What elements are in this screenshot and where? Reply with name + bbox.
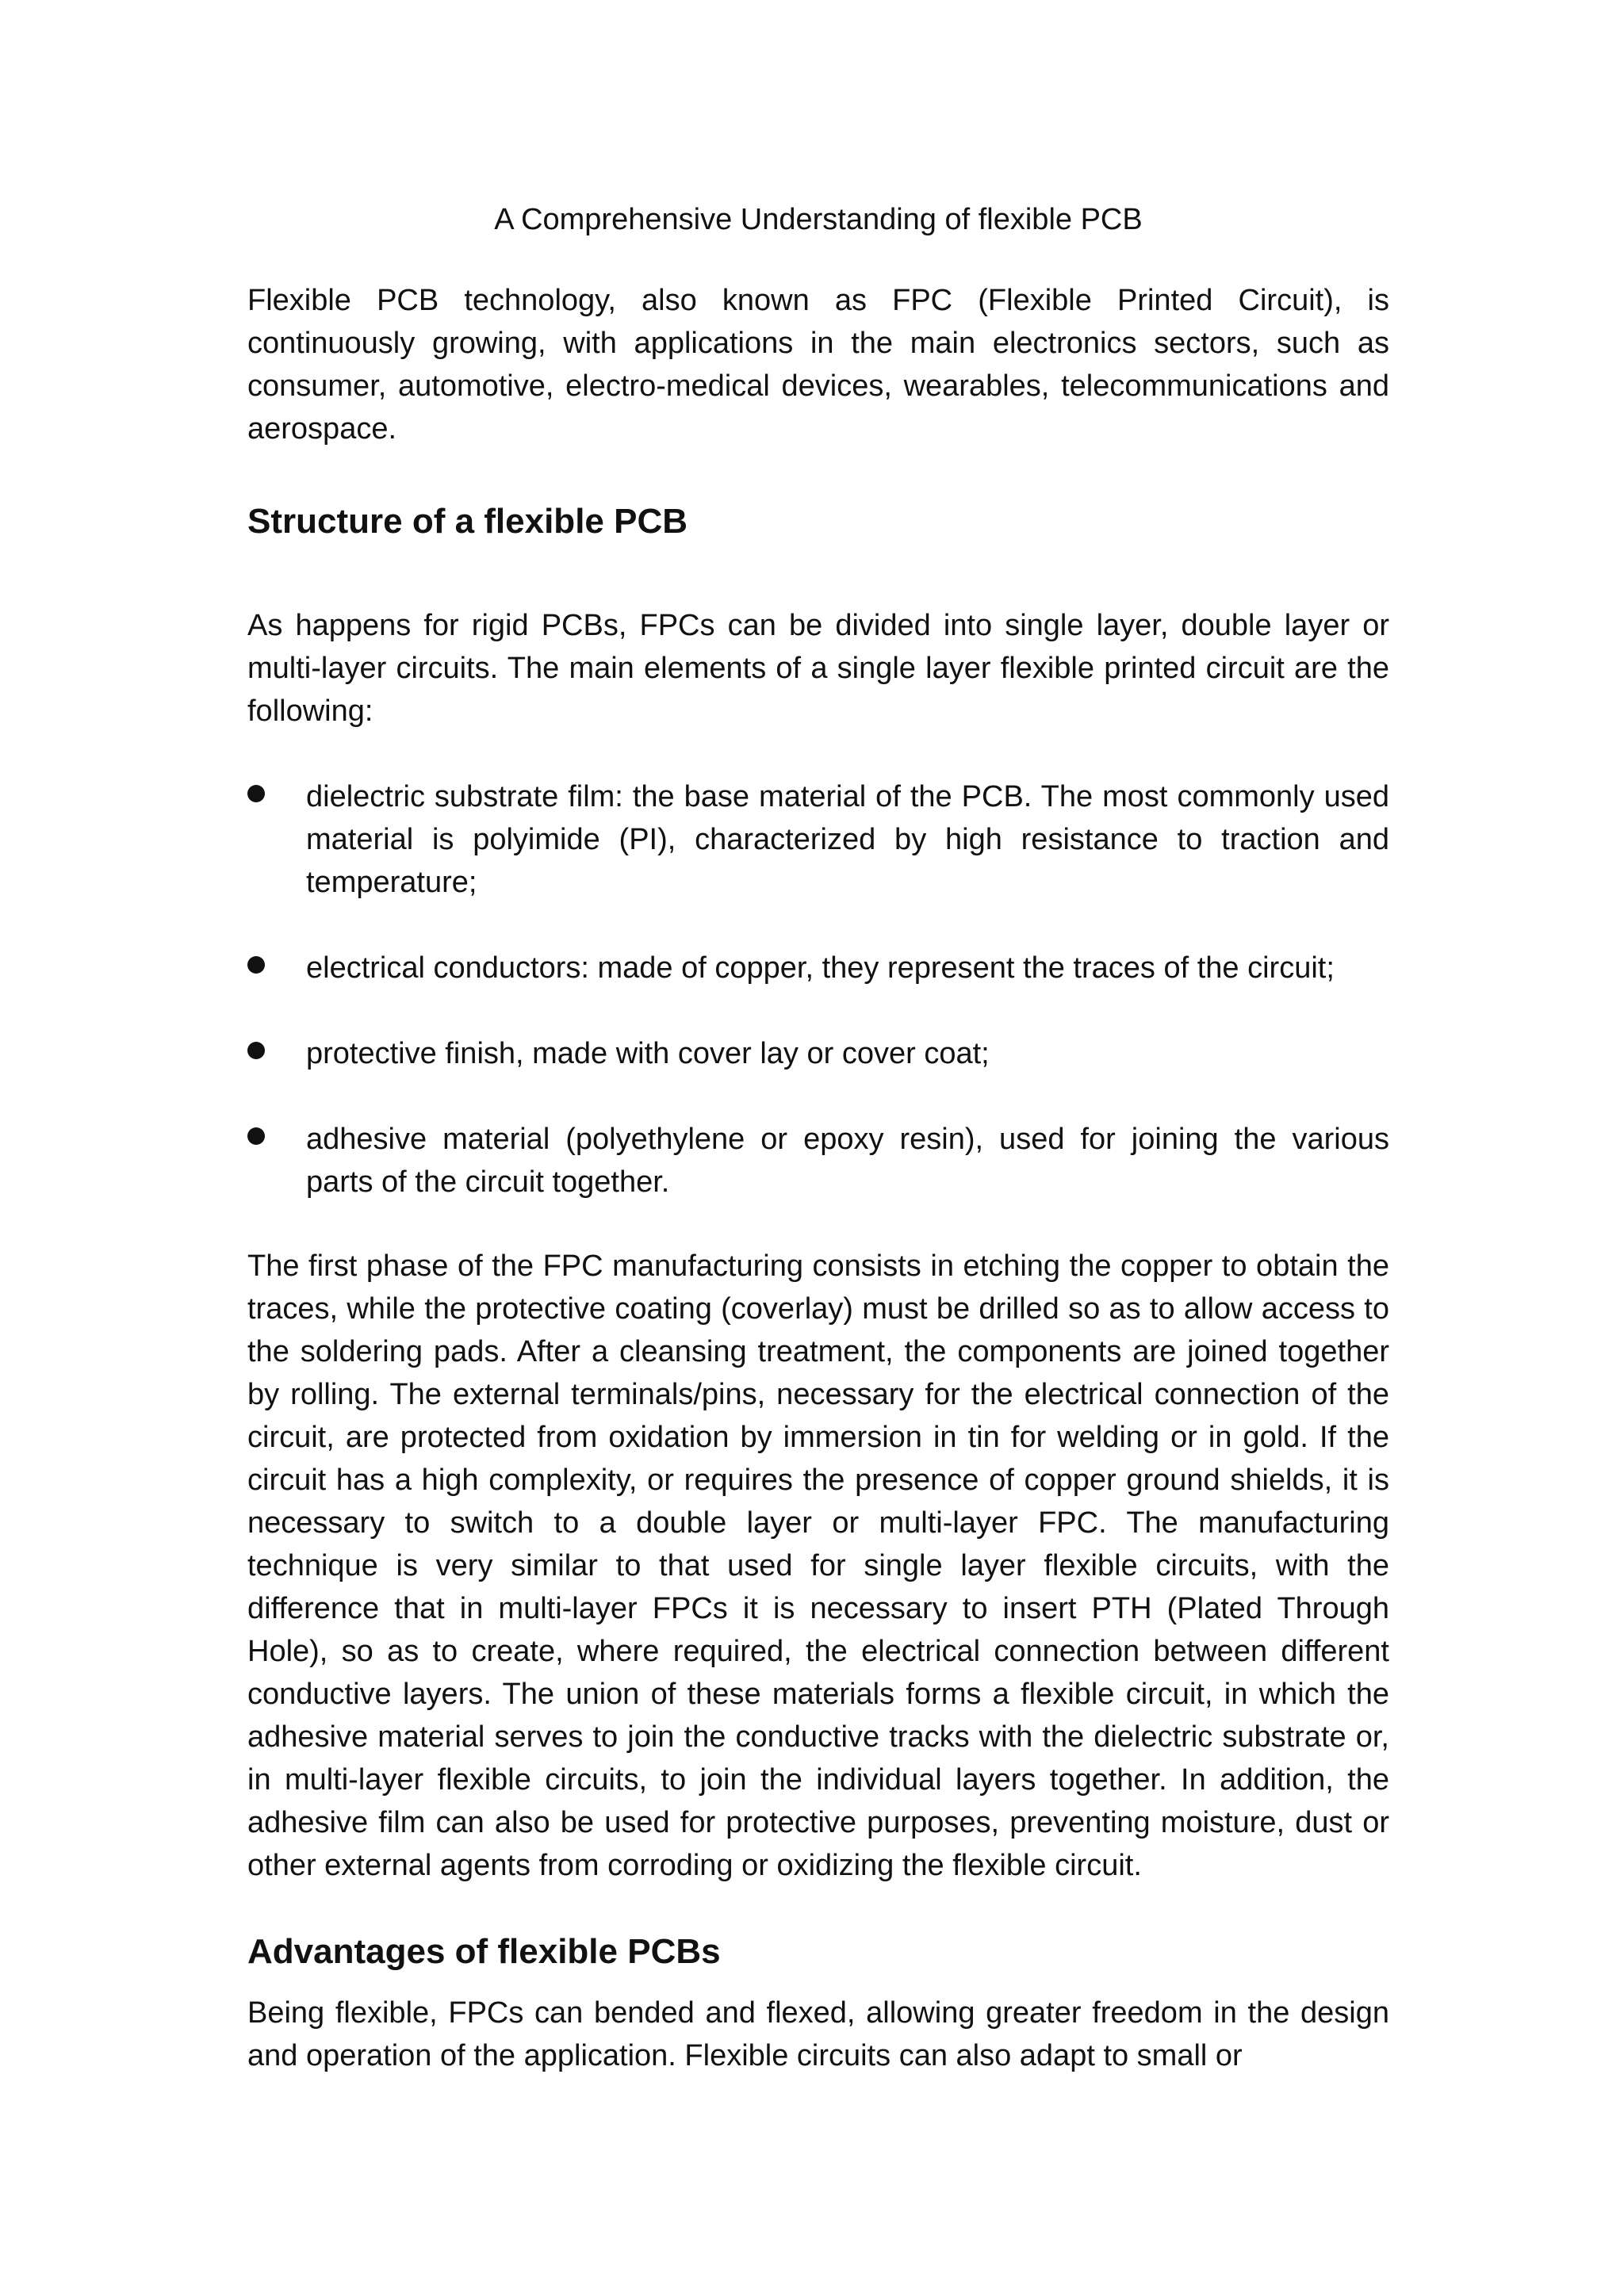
- structure-heading: Structure of a flexible PCB: [247, 502, 688, 541]
- bullet-icon: [247, 1042, 265, 1059]
- list-item-adhesive: [247, 1118, 1389, 1203]
- list-item-text: protective finish, made with cover lay or cover coat;: [306, 1037, 990, 1070]
- advantages-paragraph: Being flexible, FPCs can bended and flexed, allowing greater freedom in the design and operation of the application. Flexible circuits can also adapt to small or: [247, 1996, 1389, 2072]
- list-item-text: electrical conductors: made of copper, they represent the traces of the circuit;: [306, 951, 1335, 985]
- document-content: [247, 197, 1389, 2077]
- bullet-icon: [247, 785, 265, 802]
- list-item-text: dielectric substrate film: the base material of the PCB. The most commonly used material is polyimide (PI), characterized by high resistance to traction and temperature;: [306, 780, 1389, 899]
- elements-list: [247, 775, 1389, 1203]
- structure-paragraph: As happens for rigid PCBs, FPCs can be divided into single layer, double layer or multi-layer circuits. The main elements of a single layer flexible printed circuit are the following:: [247, 609, 1389, 728]
- list-item-text: adhesive material (polyethylene or epoxy resin), used for joining the various parts of the circuit together.: [306, 1123, 1389, 1199]
- bullet-icon: [247, 956, 265, 974]
- list-item-dielectric: [247, 775, 1389, 904]
- manufacturing-paragraph: The first phase of the FPC manufacturing consists in etching the copper to obtain the traces, while the protective coating (coverlay) must be drilled so as to allow access to the soldering pads. After a cleansing treatment, the components are joined together by rolling. The external terminals/pins, necessary for the electrical connection of the circuit, are protected from oxidation by immersion in tin for welding or in gold. If the circuit has a high complexity, or requires the presence of copper ground shields, it is necessary to switch to a double layer or multi-layer FPC. The manufacturing technique is very similar to that used for single layer flexible circuits, with the difference that in multi-layer FPCs it is necessary to insert PTH (Plated Through Hole), so as to create, where required, the electrical connection between different conductive layers. The union of these materials forms a flexible circuit, in which the adhesive material serves to join the conductive tracks with the dielectric substrate or, in multi-layer flexible circuits, to join the individual layers together. In addition, the adhesive film can also be used for protective purposes, preventing moisture, dust or other external agents from corroding or oxidizing the flexible circuit.: [247, 1249, 1389, 1882]
- list-item-protective-finish: [247, 1032, 1389, 1075]
- advantages-heading: Advantages of flexible PCBs: [247, 1932, 721, 1971]
- list-item-conductors: [247, 947, 1389, 989]
- bullet-icon: [247, 1127, 265, 1145]
- document-title: A Comprehensive Understanding of flexible PCB: [494, 203, 1143, 236]
- intro-paragraph: Flexible PCB technology, also known as FPC (Flexible Printed Circuit), is continuously growing, with applications in the main electronics sectors, such as consumer, automotive, electro-medical devices, wearables, telecommunications and aerospace.: [247, 284, 1389, 446]
